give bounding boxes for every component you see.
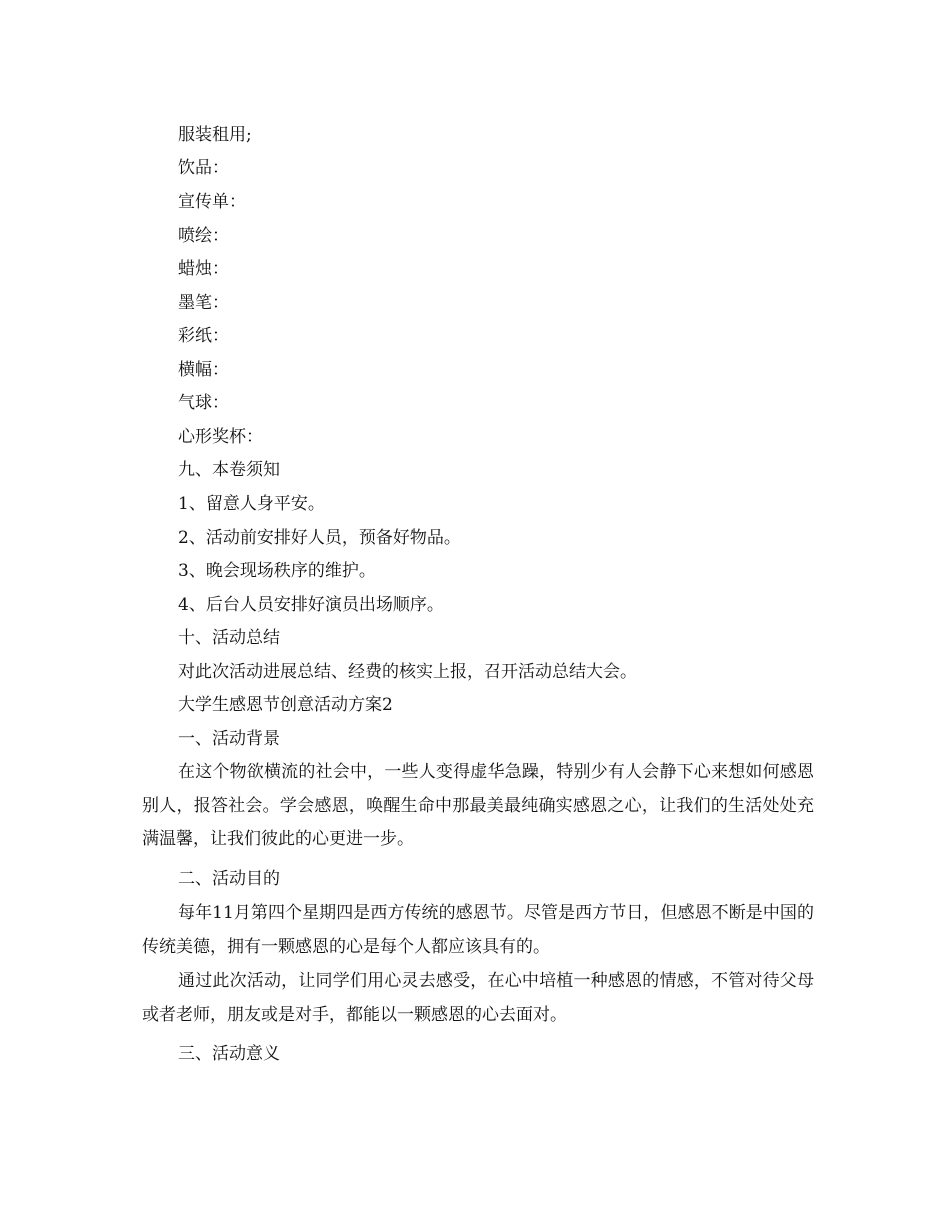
section-heading: 一、活动背景	[178, 729, 280, 749]
background-paragraph: 在这个物欲横流的社会中，一些人变得虚华急躁，特别少有人会静下心来想如何感恩别人，报答社会。学会感恩，唤醒生命中那最美最纯确实感恩之心，让我们的生活处处充满温馨，让我们彼此的心更进一步。	[142, 762, 814, 849]
text-line: 对此次活动进展总结、经费的核实上报，召开活动总结大会。	[178, 662, 637, 682]
section-heading: 九、本卷须知	[178, 460, 280, 480]
text-line: 气球：	[178, 393, 229, 413]
text-line: 横幅：	[178, 360, 229, 380]
purpose-paragraph: 通过此次活动，让同学们用心灵去感受，在心中培植一种感恩的情感，不管对待父母或者老师，朋友或是对手，都能以一颗感恩的心去面对。	[142, 971, 814, 1025]
text-line: 喷绘：	[178, 226, 229, 246]
text-line: 4、后台人员安排好演员出场顺序。	[178, 595, 444, 615]
text-line: 彩纸：	[178, 326, 229, 346]
text-line: 3、晚会现场秩序的维护。	[178, 561, 376, 581]
section-heading: 三、活动意义	[178, 1044, 280, 1064]
document-title: 大学生感恩节创意活动方案2	[178, 695, 393, 715]
text-line: 饮品：	[178, 158, 229, 178]
text-line: 蜡烛：	[178, 259, 229, 279]
text-line: 服装租用;	[178, 125, 252, 145]
text-line: 宣传单：	[178, 192, 246, 212]
section-heading: 十、活动总结	[178, 628, 280, 648]
purpose-paragraph: 每年11月第四个星期四是西方传统的感恩节。尽管是西方节日，但感恩不断是中国的传统美德，拥有一颗感恩的心是每个人都应该具有的。	[142, 903, 814, 957]
text-line: 墨笔：	[178, 293, 229, 313]
text-line: 1、留意人身平安。	[178, 494, 325, 514]
text-line: 心形奖杯：	[178, 427, 263, 447]
text-line: 2、活动前安排好人员，预备好物品。	[178, 528, 461, 548]
section-heading: 二、活动目的	[178, 869, 280, 889]
